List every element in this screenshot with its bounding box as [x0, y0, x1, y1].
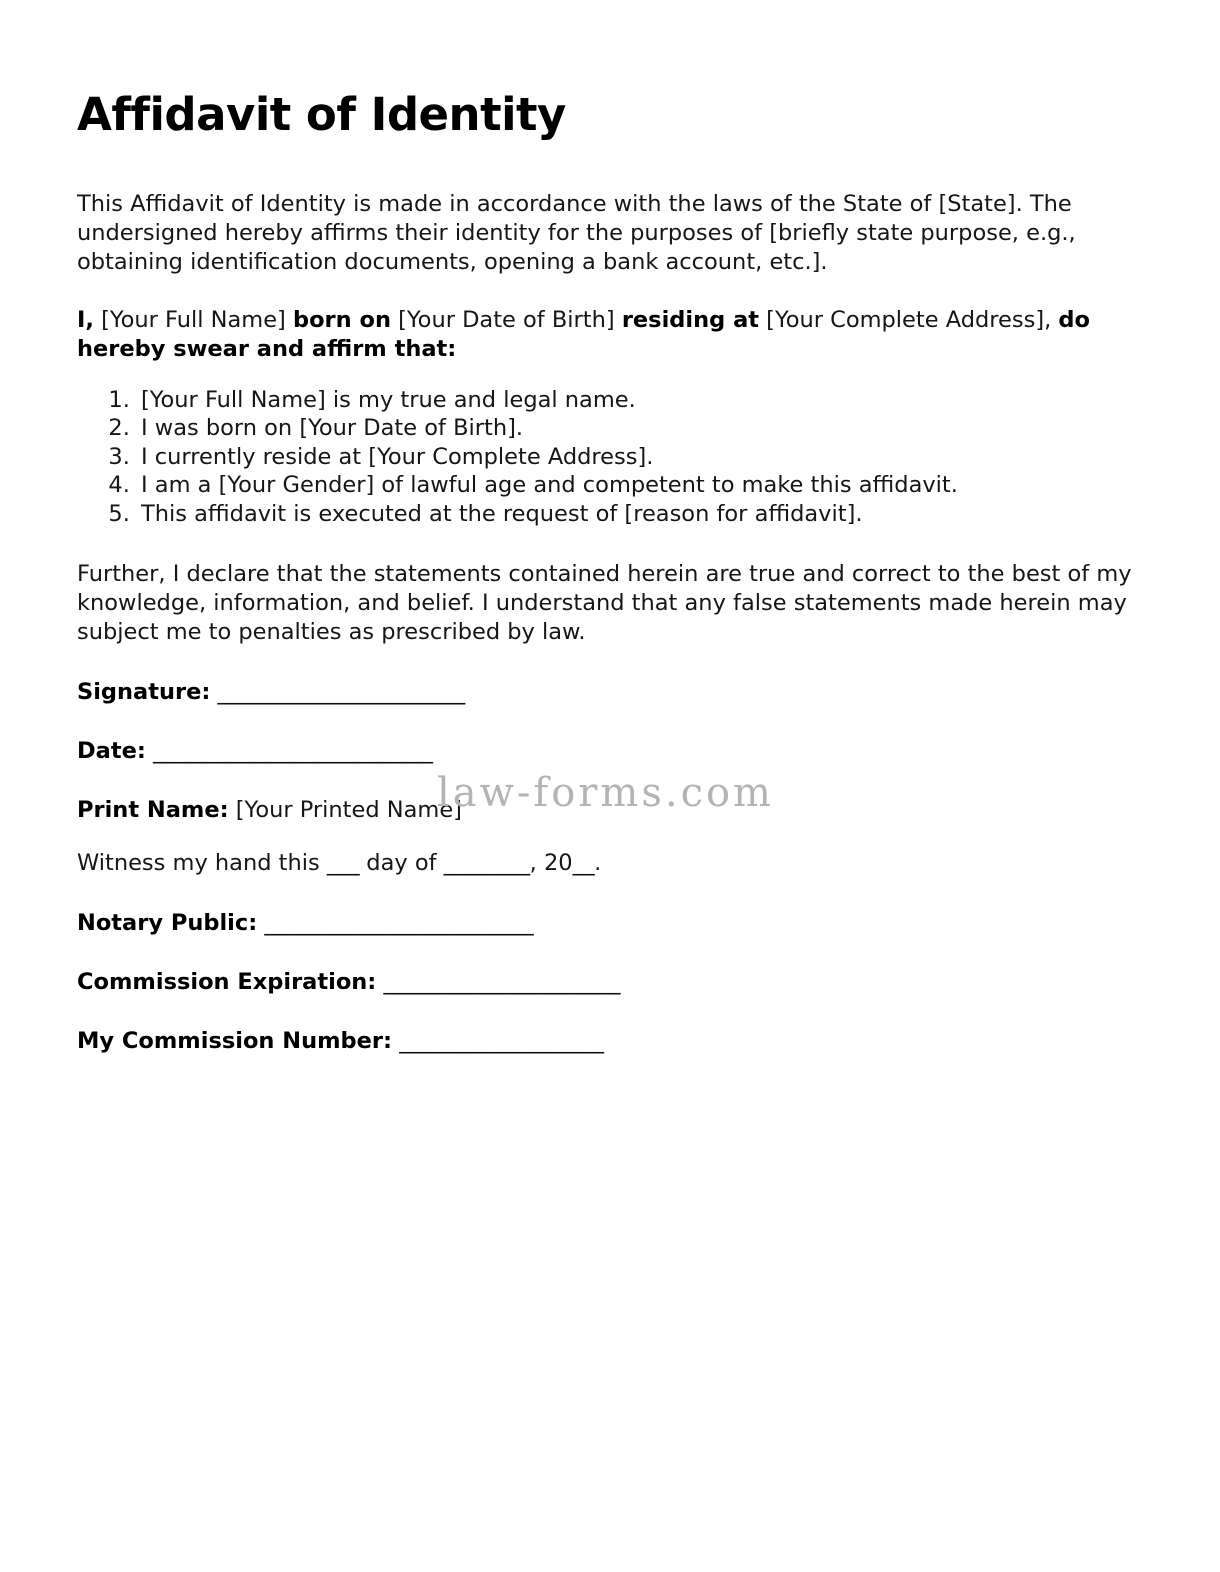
witness-month-blank[interactable]: ________ — [443, 849, 530, 876]
commission-expiration-blank-line[interactable]: ______________________ — [383, 968, 620, 995]
witness-hand-line — [77, 848, 1132, 878]
notary-public-row — [77, 908, 1132, 938]
declaration-address-placeholder: [Your Complete Address], — [766, 307, 1052, 334]
commission-expiration-row — [77, 967, 1132, 997]
document-content — [77, 0, 1132, 1056]
page-title: Affidavit of Identity — [77, 88, 566, 141]
print-name-value[interactable]: [Your Printed Name] — [235, 796, 462, 823]
declaration-residing-at-label: residing at — [621, 307, 760, 334]
list-item: 2. I was born on [Your Date of Birth]. — [137, 414, 1132, 443]
witness-year-blank[interactable]: __ — [572, 849, 595, 876]
date-blank-line[interactable]: __________________________ — [153, 737, 433, 764]
commission-number-row — [77, 1026, 1132, 1056]
further-declaration-paragraph: Further, I declare that the statements contained herein are true and correct to the best of my knowledge, information, and belief. I understand that any false statements made herein may subject me to penalties as prescribed by law. — [77, 561, 1132, 646]
commission-number-label: My Commission Number: — [77, 1027, 393, 1054]
signature-label: Signature: — [77, 678, 211, 705]
list-item: 1. [Your Full Name] is my true and legal name. — [137, 386, 1132, 415]
declaration-born-on-label: born on — [292, 307, 391, 334]
declaration-swear-label: do hereby swear and affirm that: — [77, 307, 1090, 363]
witness-text-day-of: day of — [366, 849, 437, 876]
notary-public-label: Notary Public: — [77, 909, 258, 936]
commission-number-blank-line[interactable]: ___________________ — [399, 1027, 604, 1054]
notary-block — [77, 908, 1132, 1056]
list-item: 3. I currently reside at [Your Complete Address]. — [137, 443, 1132, 472]
list-item: 5. This affidavit is executed at the request of [reason for affidavit]. — [137, 500, 1132, 529]
signature-block — [77, 677, 1132, 825]
declaration-dob-placeholder: [Your Date of Birth] — [398, 307, 615, 334]
date-label: Date: — [77, 737, 146, 764]
declaration-i-label: I, — [77, 307, 94, 334]
intro-paragraph: This Affidavit of Identity is made in accordance with the laws of the State of [State]. The undersigned hereby affirms their identity for the purposes of [briefly state purpose, e.g., obtaining identification documents, opening a bank account, etc.]. — [77, 191, 1076, 275]
witness-text-before-day: Witness my hand this — [77, 849, 320, 876]
witness-day-blank[interactable]: ___ — [326, 849, 360, 876]
declaration-paragraph — [77, 306, 1135, 364]
affirmations-list — [77, 386, 1132, 529]
list-item: 4. I am a [Your Gender] of lawful age and competent to make this affidavit. — [137, 471, 1132, 500]
witness-period: . — [594, 849, 602, 876]
witness-year-prefix: , 20 — [529, 849, 573, 876]
commission-expiration-label: Commission Expiration: — [77, 968, 377, 995]
declaration-full-name-placeholder: [Your Full Name] — [101, 307, 286, 334]
signature-row — [77, 677, 1132, 707]
watermark-law-forms: law-forms.com — [437, 770, 774, 816]
date-row — [77, 736, 1132, 766]
notary-public-blank-line[interactable]: _________________________ — [264, 909, 534, 936]
print-name-row — [77, 795, 1132, 825]
signature-blank-line[interactable]: _______________________ — [217, 678, 465, 705]
print-name-label: Print Name: — [77, 796, 229, 823]
